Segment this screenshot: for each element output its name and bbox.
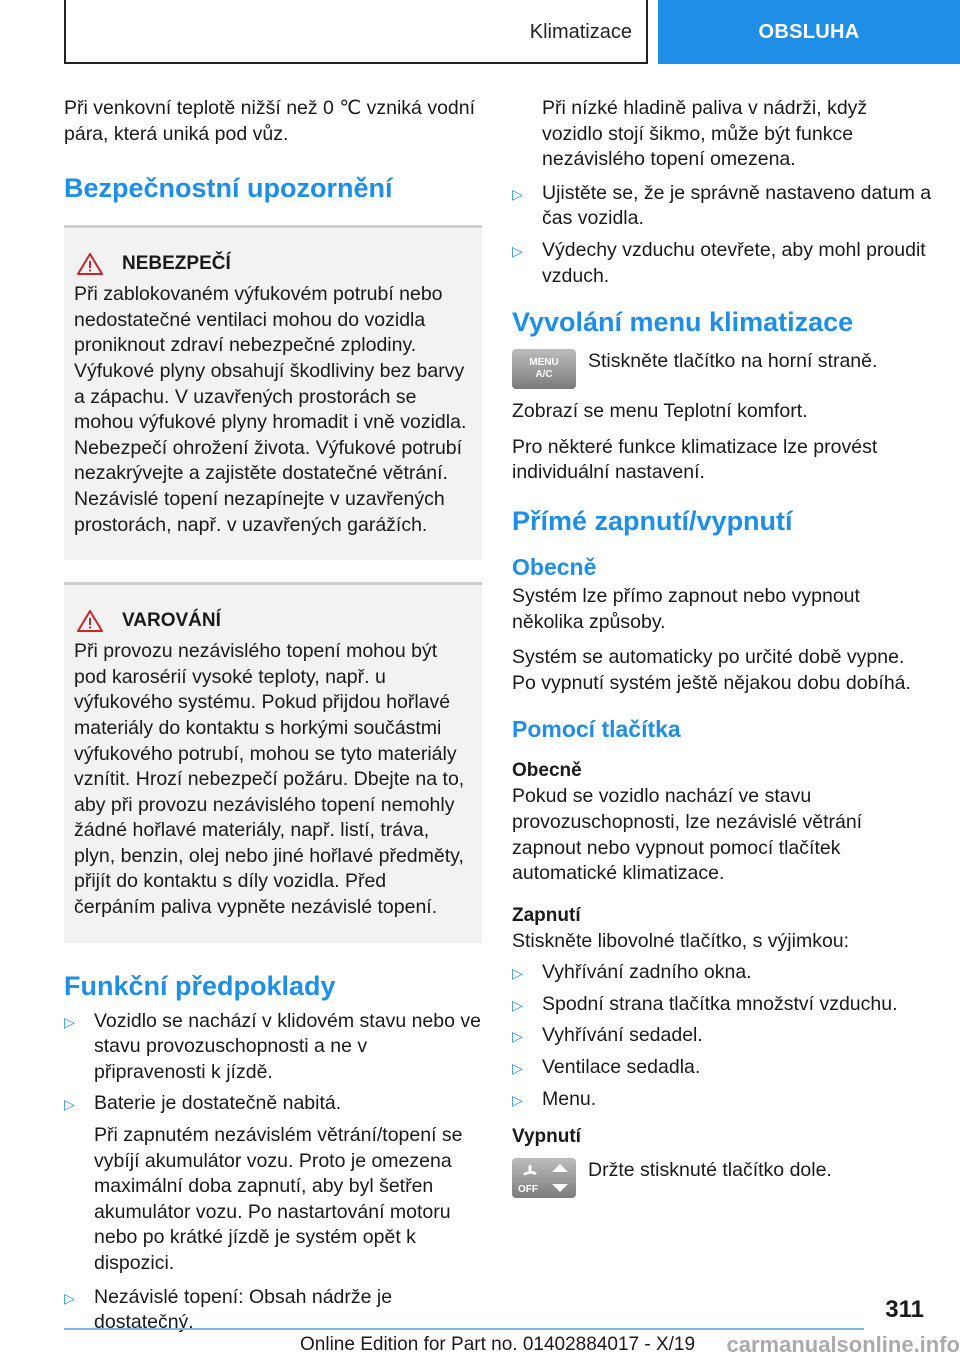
triangle-bullet-icon: ▷ [64,1096,75,1113]
off-heading: Vypnutí [512,1126,581,1148]
off-button-row [512,1158,932,1198]
footer-rule [64,1328,864,1330]
exceptions-list [512,960,932,1112]
danger-header [76,252,472,276]
menu-text-1: Zobrazí se menu Teplotní komfort. [512,400,808,423]
section-title: Klimatizace [529,20,632,43]
watermark: carmanualsonline.info [726,1332,960,1357]
header-section [64,0,644,64]
warning-triangle-icon [76,252,104,276]
danger-box [64,225,482,560]
warning-text: Při provozu nezávislého topení mohou být pod karosérií vysoké teploty, např. u výfukového systému. Pokud přijdou hořlavé materiály do kontaktu s horkými součástmi výfukového potrubí, mohou se tyto materiály vznítit. Hrozí nebezpečí požáru. Dbejte na to, aby při provozu nezávislého topení nemohly žádné hořlavé materiály, např. listí, tráva, plyn, benzin, olej nebo jiné hořlavé předměty, přijít do kontaktu s díly vozidla. Před čerpáním paliva vypněte nezávislé topení. [74,640,465,919]
list-item: ▷ Ujistěte se, že je správně nastaveno datum a čas vozidla. [512,181,932,230]
triangle-bullet-icon: ▷ [64,1289,75,1306]
triangle-bullet-icon: ▷ [512,1028,523,1045]
general-text-2: Systém se automaticky po určité době vypne. Po vypnutí systém ještě nějakou dobu dobíhá. [512,646,911,694]
list-item: ▷ Baterie je dostatečně nabitá. [64,1091,482,1117]
warning-title: VAROVÁNÍ [122,610,221,632]
warning-box [64,582,482,943]
danger-text: Při zablokovaném výfukovém potrubí nebo nedostatečné ventilaci mohou do vozidla proniknout zdraví nebezpečné zplodiny. Výfukové plyny obsahují škodliviny bez barvy a zápachu. V uzavřených prostorách se mohou výfukové plyny hromadit i vně vozidla. Nebezpečí ohrožení života. Výfukové potrubí nezakrývejte a zajistěte dostatečné větrání. Nezávislé topení nezapínejte v uzavřených prostorách, např. v uzavřených garážích. [74,283,467,536]
general-heading: Obecně [512,553,597,580]
menu-ac-button-icon: MENU A/C [512,349,576,389]
buttons-general-heading: Obecně [512,760,582,782]
list-item: ▷ Menu. [512,1087,932,1113]
buttons-text: Pokud se vozidlo nachází ve stavu provozuschopnosti, lze nezávislé větrání zapnout nebo vypnout pomocí tlačítek automatické klimatizace. [512,785,863,885]
triangle-bullet-icon: ▷ [512,242,523,259]
battery-note: Při zapnutém nezávislém větrání/topení se vybíjí akumulátor vozu. Proto je omezena maximální doba zapnutí, aby byl šetřen akumulátor vozu. Po nastartování motoru nebo po krátké jízdě je systém opět k dispozici. [94,1124,463,1274]
list-item: ▷ Výdechy vzduchu otevřete, aby mohl proudit vzduch. [512,238,926,287]
prerequisites-list [64,1009,482,1117]
direct-heading: Přímé zapnutí/vypnutí [512,505,793,536]
off-label: OFF [518,1184,538,1196]
menu-text-2: Pro některé funkce klimatizace lze provést individuální nastavení. [512,435,878,484]
menu-heading: Vyvolání menu klimatizace [512,307,854,338]
intro-text: Při venkovní teplotě nižší než 0 ℃ vzniká vodní pára, která uniká pod vůz. [64,97,476,145]
list-item: ▷ Vyhřívání zadního okna. [512,960,932,986]
right-column [512,96,932,1198]
fuel-note: Při nízké hladině paliva v nádrži, když vozidlo stojí šikmo, může být funkce nezávislého topení omezena. [542,97,868,171]
on-text: Stiskněte libovolné tlačítko, s výjimkou: [512,929,850,952]
menu-instruction: Stiskněte tlačítko na horní straně. [588,350,878,373]
triangle-bullet-icon: ▷ [64,1013,75,1030]
danger-title: NEBEZPEČÍ [122,253,231,275]
general-text-1: Systém lze přímo zapnout nebo vypnout několika způsoby. [512,584,860,633]
warning-header [76,609,472,633]
fan-off-button-icon [512,1158,576,1198]
triangle-bullet-icon: ▷ [512,965,523,982]
list-item: ▷ Ventilace sedadla. [512,1055,932,1081]
page-number: 311 [885,1296,924,1323]
safety-heading: Bezpečnostní upozornění [64,173,393,204]
triangle-bullet-icon: ▷ [512,996,523,1013]
menu-button-row [512,349,932,389]
list-item: ▷ Nezávislé topení: Obsah nádrže je dostatečný. [64,1285,393,1334]
warning-triangle-icon [76,609,104,633]
triangle-bullet-icon: ▷ [512,185,523,202]
check-list [512,181,932,289]
left-column [64,96,482,1342]
on-heading: Zapnutí [512,904,581,926]
list-item: ▷ Vyhřívání sedadel. [512,1023,932,1049]
edition-text: Online Edition for Part no. 01402884017 - X/19 [300,1334,696,1355]
triangle-bullet-icon: ▷ [512,1060,523,1077]
list-item: ▷ Vozidlo se nachází v klidovém stavu nebo ve stavu provozuschopnosti a ne v připravenosti k jízdě. [64,1009,481,1083]
header-tab[interactable]: OBSLUHA [658,0,960,64]
list-item: ▷ Spodní strana tlačítka množství vzduchu. [512,992,932,1018]
prerequisites-heading: Funkční předpoklady [64,970,336,1001]
off-instruction: Držte stisknuté tlačítko dole. [588,1159,832,1182]
triangle-bullet-icon: ▷ [512,1091,523,1108]
buttons-heading: Pomocí tlačítka [512,716,681,743]
